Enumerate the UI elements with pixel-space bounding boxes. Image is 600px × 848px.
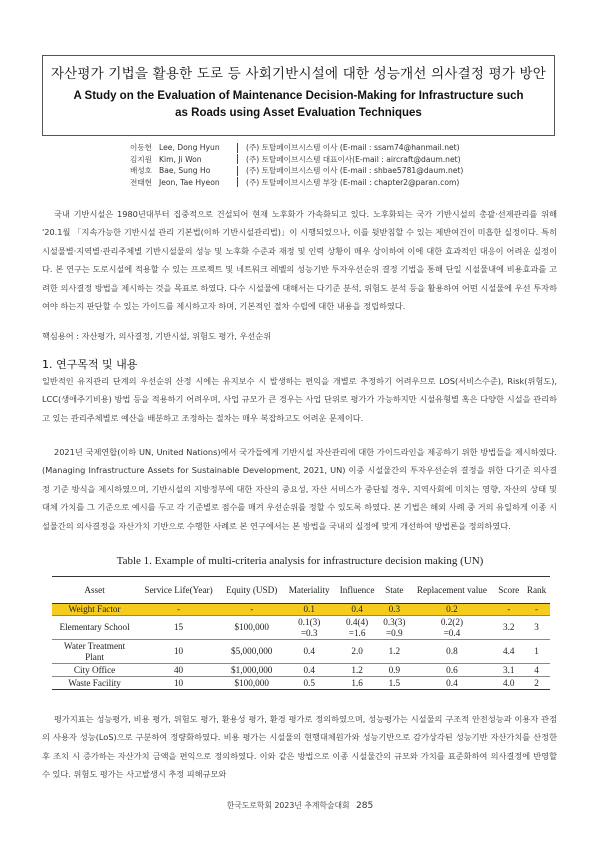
table-cell: 0.6: [446, 664, 458, 675]
author-name-korean: 김지원: [130, 154, 153, 164]
table-cell: 0.3(3) =0.9: [383, 616, 406, 638]
table-row: [52, 640, 550, 664]
table-cell: 2.0: [351, 646, 363, 656]
author-row: [130, 177, 463, 189]
table-cell: 4: [534, 664, 539, 675]
table-cell: 10: [173, 646, 184, 656]
author-row: [130, 165, 463, 177]
author-affiliation: (주) 토탈페이브시스템 이사 (E-mail : ssam74@hanmail.net): [246, 143, 460, 153]
title-korean: 자산평가 기법을 활용한 도로 등 사회기반시설에 대한 성능개선 의사결정 평가 방안: [50, 66, 547, 82]
col-header-influence: Influence: [339, 584, 375, 595]
table-cell: 0.9: [388, 664, 401, 675]
author-name-english: Lee, Dong Hyun: [159, 143, 220, 153]
table-cell: 40: [173, 664, 184, 675]
table-cell: 10: [173, 677, 184, 688]
author-row: [130, 154, 463, 166]
col-header-state: State: [385, 584, 404, 595]
title-box: [42, 55, 555, 136]
author-name-english: Bae, Sung Ho: [159, 166, 211, 176]
table-cell: 1.2: [351, 664, 363, 675]
col-header-materiality: Materiality: [288, 584, 330, 595]
table-cell: $100,000: [234, 622, 269, 632]
criteria-table: [52, 576, 550, 690]
table-cell: $1,000,000: [231, 664, 273, 675]
keywords: 핵심용어 : 자산평가, 의사결정, 기반시설, 위험도 평가, 우선순위: [42, 331, 272, 341]
table-cell: Elementary School: [59, 622, 130, 632]
table-cell: 0.4: [303, 664, 315, 675]
title-english: A Study on the Evaluation of Maintenance Decision-Making for Infrastructure such as Roads using Asset Evaluation Techniques: [73, 90, 524, 119]
section-paragraph-1: 일반적인 유지관리 단계의 우선순위 산정 시에는 유지보수 시 발생하는 편익을 개별로 추정하기 어려우므로 LOS(서비스수준), Risk(위험도), LCC(생애주기비용) 방법 등을 적용하기 어려우며, 사업 규모가 큰 경우는 사업 단위로 평가가 가능하지만 시설유형별 혹은 다양한 시설을 관리하고 있는 관리주체별로 예산을 배분하고 조정하는 절차는 매우 복잡하고도 어려운 문제이다.: [42, 376, 557, 423]
author-divider: [237, 154, 238, 164]
table-cell: 0.4: [351, 604, 363, 614]
table-cell: 0.1: [303, 604, 315, 614]
table-cell: 0.2(2) =0.4: [440, 616, 464, 638]
table-cell: 3.2: [503, 622, 515, 632]
table-cell: -: [250, 604, 254, 614]
table-cell: 0.2: [446, 604, 458, 614]
abstract: 국내 기반시설은 1980년대부터 집중적으로 건설되어 현재 노후화가 가속화되고 있다. 노후화되는 국가 기반시설의 총괄·선제관리를 위해 '20.1월 「지속가능한 기반시설 관리 기본법(이하 기반시설관리법)」이 시행되었으나, 이를 뒷받침할 수 있는 제반여건이 미흡한 실정이다. 특히 시설물별·지역별·관리주체별 기반시설물의 성능 및 노후화 수준과 재정 및 인력 상황이 매우 상이하여 이에 대한 효과적인 대응이 어려운 실정이다. 본 연구는 도로시설에 적용할 수 있는 프로젝트 및 네트워크 레벨의 성능기반 투자우선순위 결정 기법을 통해 단일 시설물내에 비용효과를 고려한 의사결정 방법을 제시하는 것을 목표로 하였다. 다수 시설물에 대해서는 다기준 분석, 위험도 분석 등을 활용하여 어떤 시설물에 우선 투자하여야 하는지 판단할 수 있는 가이드를 제시하고자 하며, 기본적인 절차 수립에 대한 내용을 정립하였다.: [42, 209, 557, 312]
table-cell: 0.4(4) =1.6: [346, 616, 369, 638]
table-cell: 0.8: [446, 646, 458, 656]
author-name-korean: 이동헌: [130, 143, 153, 153]
table-row: [52, 677, 550, 690]
table-cell: -: [535, 604, 539, 614]
table-cell: 3: [534, 622, 539, 632]
table-cell: 1.6: [351, 677, 363, 688]
table-cell: City Office: [73, 664, 116, 675]
closing-paragraph: 평가지표는 성능평가, 비용 평가, 위험도 평가, 환용성 평가, 환경 평가로 정의하였으며, 성능평가는 시설물의 구조적 안전성능과 이용자 관점의 사용자 성능(LoS)으로 구분하여 정량화하였다. 비용 평가는 시설물의 현행대체원가와 성능기반으로 감가상각된 성능기반 자산가치를 산정한 후 조치 시 증가하는 자산가치 금액을 편익으로 정의하였다. 이와 같은 방법으로 이종 시설물간의 규모와 가치를 표준화하여 의사결정에 반영할 수 있다. 위험도 평가는 사고발생시 추정 피해규모와: [42, 714, 557, 780]
author-name-korean: 배성호: [130, 166, 153, 176]
weight-factor-row: [52, 604, 550, 616]
table-row: [52, 664, 550, 677]
table-cell: 0.3: [388, 604, 401, 614]
author-affiliation: (주) 토탈페이브시스템 대표이사(E-mail : aircraft@daum.net): [246, 154, 461, 164]
table-row: [52, 616, 550, 640]
table-cell: Water Treatment Plant: [63, 640, 126, 662]
table-cell: 0.5: [303, 677, 315, 688]
section-heading: 1. 연구목적 및 내용: [42, 358, 138, 371]
table-cell: 1: [534, 646, 539, 656]
table-cell: 3.1: [503, 664, 515, 675]
table-cell: 2: [534, 677, 539, 688]
col-header-replacement: Replacement value: [416, 584, 487, 595]
col-header-equity: Equity (USD): [226, 584, 278, 595]
table-cell: 4.0: [503, 677, 515, 688]
author-name-english: Jeon, Tae Hyeon: [159, 177, 220, 187]
table-cell: $5,000,000: [231, 646, 273, 656]
section-paragraph-2: 2021년 국제연합(이하 UN, United Nations)에서 국가들에게 기반시설 자산관리에 대한 가이드라인을 제공하기 위한 방법들을 제시하였다.(Managing Infrastructure Assets for Sustainable Development, 2021, UN) 이중 시설물간의 투자우선순위 결정을 위한 다기준 의사결정 기준 방식을 제시하였으며, 기반시설의 지방정부에 대한 자산의 중요성, 자산 서비스가 중단될 경우, 지역사회에 미치는 영향, 자산의 상태 및 대체 가치를 그 기준으로 예시를 두고 각 기준별로 점수를 매겨 우선순위를 정할 수 있도록 하였다. 본 기법은 해외 사례 중 거의 유일하게 이종 시설물간의 의사결정을 자산가치 기반으로 수행한 사례로 본 연구에서는 본 방법을 국내의 실정에 맞게 개선하여 방법론을 정의하였다.: [42, 447, 557, 531]
table-cell: 15: [173, 622, 184, 632]
table-cell: $100,000: [234, 677, 269, 688]
table-cell: 1.5: [388, 677, 401, 688]
table-cell: 0.4: [303, 646, 315, 656]
col-header-service-life: Service Life(Year): [144, 584, 213, 595]
author-divider: [237, 166, 238, 176]
table-cell: 0.1(3) =0.3: [298, 616, 321, 638]
author-affiliation: (주) 토탈페이브시스템 부장 (E-mail : chapter2@paran.com): [246, 177, 460, 187]
table-cell: 0.4: [446, 677, 458, 688]
table-cell: Waste Facility: [68, 677, 121, 688]
table-cell: -: [507, 604, 511, 614]
author-list: [130, 142, 463, 188]
table-header-row: [52, 577, 550, 604]
author-affiliation: (주) 토탈페이브시스템 이사 (E-mail : shbae5781@daum.net): [246, 166, 464, 176]
author-divider: [237, 143, 238, 153]
author-divider: [237, 177, 238, 187]
col-header-rank: Rank: [526, 584, 547, 595]
author-name-korean: 전태현: [130, 177, 153, 187]
author-row: [130, 142, 463, 154]
table-cell: 1.2: [388, 646, 401, 656]
table-cell: 4.4: [503, 646, 515, 656]
col-header-asset: Asset: [84, 584, 105, 595]
footer-conference: 한국도로학회 2023년 추계학술대회: [226, 801, 350, 810]
table-cell: -: [177, 604, 181, 614]
page-footer: [0, 800, 600, 811]
col-header-score: Score: [498, 584, 520, 595]
author-name-english: Kim, Ji Won: [159, 154, 202, 164]
table-cell: Weight Factor: [68, 604, 121, 614]
table-caption: Table 1. Example of multi-criteria analysis for infrastructure decision making (UN): [116, 555, 484, 567]
page-number: 285: [356, 801, 374, 811]
